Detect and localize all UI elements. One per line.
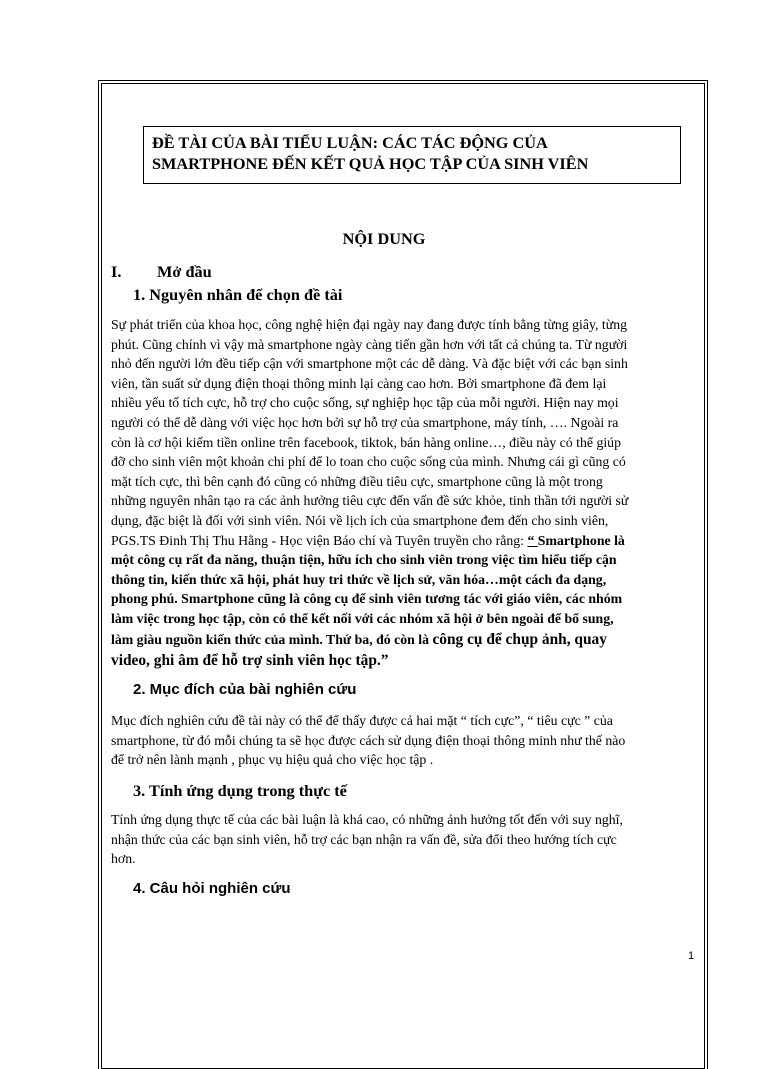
paragraph-line: mặt tích cực, thì bên cạnh đó cũng có những điều tiêu cực, smartphone cũng là một trong [111,473,603,489]
subsection-4-heading: 4. Câu hỏi nghiên cứu [133,880,291,897]
paragraph-line: người có thể dễ dàng với việc học hơn bởi sự hỗ trợ của smartphone, máy tính, …. Ngoài ra [111,414,619,430]
quote-line: làm việc trong học tập, còn có thể kết nối với các nhóm xã hội ở bên ngoài để bổ sung, [111,610,614,626]
subsection-1-heading: 1. Nguyên nhân để chọn đề tài [133,285,343,304]
paragraph-line: Sự phát triển của khoa học, công nghệ hiện đại ngày nay đang được tính bằng từng giây, từng [111,317,628,332]
paragraph-line: viên, tần suất sử dụng điện thoại thông minh lại càng cao hơn. Bởi smartphone đã đem lại [111,375,607,391]
paragraph-line: smartphone, từ đó mỗi chúng ta sẽ học được cách sử dụng điện thoại thông minh như thế nào [111,732,626,748]
paragraph-line: để trở nên lành mạnh , phục vụ hiệu quả cho việc học tập . [111,752,434,768]
subsection-2-heading: 2. Mục đích của bài nghiên cứu [133,681,357,698]
paragraph-line: nhỏ đến người lớn đều tiếp cận với smartphone một các dễ dàng. Và đặc biệt với các bạn sinh [111,356,628,372]
quote-lead: PGS.TS Đinh Thị Thu Hằng - Học viện Báo chí và Tuyên truyền cho rằng: [111,532,528,548]
section-1-number: I. [111,262,122,281]
quote-intro-line [111,531,695,551]
page-number: 1 [688,950,695,962]
subsection-2-paragraph [111,711,695,770]
subsection-3-heading: 3. Tính ứng dụng trong thực tế [133,781,347,800]
section-1-title: Mở đầu [157,262,212,281]
subsection-1-paragraph [111,315,695,672]
quote-line: phong phú. Smartphone cũng là công cụ để sinh viên tương tác với giáo viên, các nhóm [111,591,623,607]
paragraph-line: dụng, đặc biệt là đối với sinh viên. Nói về lịch ích của smartphone đem đến cho sinh viên, [111,512,609,528]
paragraph-line: hơn. [111,851,136,867]
paragraph-line: đỡ cho sinh viên một khoản chi phí để lo toan cho cuộc sống của mình. Nhưng cái gì cũng có [111,454,626,470]
paragraph-line: Tính ứng dụng thực tế của các bài luận là khá cao, có những ảnh hưởng tốt đến với suy nghĩ, [111,812,623,827]
topic-title-line-2: SMARTPHONE ĐẾN KẾT QUẢ HỌC TẬP CỦA SINH VIÊN [152,154,589,173]
subsection-3-paragraph [111,810,695,869]
paragraph-line: Mục đích nghiên cứu đề tài này có thể để thấy được cả hai mặt “ tích cực”, “ tiêu cực ” của [111,713,613,728]
paragraph-line: nhận thức của các bạn sinh viên, hỗ trợ các bạn nhận ra vấn đề, sửa đổi theo hướng tích cực [111,831,617,847]
paragraph-line: nhiều yếu tố tích cực, hỗ trợ cho cuộc sống, sự nghiệp học tập của mỗi người. Hiện nay mọi [111,395,619,411]
paragraph-line: còn là cơ hội kiếm tiền online trên facebook, tiktok, bán hàng online…, điều này có thể giúp [111,434,621,450]
section-1-heading [111,262,212,282]
quote-line: thông tin, kiến thức xã hội, phát huy tri thức về lịch sử, văn hóa…một cách đa dạng, [111,571,607,587]
content-heading: NỘI DUNG [342,229,426,248]
quote-line: video, ghi âm để hỗ trợ sinh viên học tập.” [111,651,389,669]
quote-line: một công cụ rất đa năng, thuận tiện, hữu ích cho sinh viên trong việc tìm hiểu tiếp cận [111,552,617,568]
topic-title-box [143,126,681,184]
quote-line [111,629,695,650]
quote-line-5a: làm giàu nguồn kiến thức của mình. Thứ ba, đó còn là [111,631,433,647]
quote-open-mark: “ [527,532,538,548]
quote-line-5b: công cụ để chụp ảnh, quay [432,630,607,648]
paragraph-line: phút. Cũng chính vì vậy mà smartphone ngày càng tiến gần hơn với tất cả chúng ta. Từ người [111,336,628,352]
paragraph-line: những nguyên nhân tạo ra các ảnh hưởng tiêu cực đến vấn đề sức khỏe, tinh thần tới người sử [111,493,629,509]
quote-first: Smartphone là [537,532,625,548]
topic-title-line-1: ĐỀ TÀI CỦA BÀI TIỂU LUẬN: CÁC TÁC ĐỘNG CỦA [152,133,548,152]
